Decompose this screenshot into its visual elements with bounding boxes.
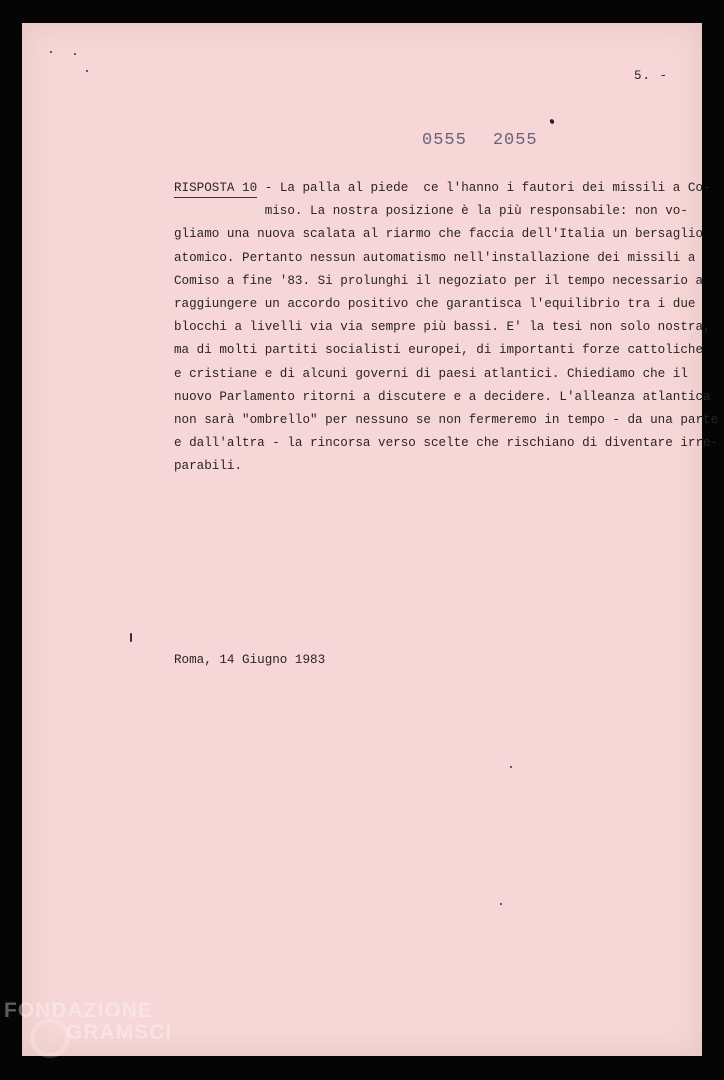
text-line: miso. La nostra posizione è la più responsabile: non vo- xyxy=(174,204,688,219)
watermark-line-2: GRAMSCI xyxy=(66,1021,173,1044)
paper-fleck xyxy=(74,53,76,55)
text-line: atomico. Pertanto nessun automatismo nell'installazione dei missili a xyxy=(174,250,696,265)
text-line: nuovo Parlamento ritorni a discutere e a decidere. L'alleanza atlantica xyxy=(174,389,711,404)
page-number: 5. - xyxy=(634,69,669,83)
ink-mark xyxy=(549,118,555,124)
text-line: Comiso a fine '83. Si prolunghi il negoziato per il tempo necessario a xyxy=(174,273,704,288)
text-line: e cristiane e di alcuni governi di paesi atlantici. Chiediamo che il xyxy=(174,366,688,381)
place-date: Roma, 14 Giugno 1983 xyxy=(174,653,326,667)
archive-stamp xyxy=(422,131,538,150)
paper-fleck xyxy=(500,903,502,905)
watermark-line-1: FONDAZIONE xyxy=(4,999,153,1022)
answer-label: RISPOSTA 10 xyxy=(174,180,257,198)
text-line: - La palla al piede ce l'hanno i fautori dei missili a Co- xyxy=(257,181,711,195)
logo-ring-icon xyxy=(30,1018,70,1058)
fondazione-gramsci-watermark xyxy=(4,1000,172,1044)
text-line: gliamo una nuova scalata al riarmo che faccia dell'Italia un bersaglio xyxy=(174,227,704,242)
text-line: blocchi a livelli via via sempre più bassi. E' la tesi non solo nostra, xyxy=(174,320,711,335)
paper-fleck xyxy=(130,633,132,642)
paper-fleck xyxy=(50,51,52,53)
stamp-number-1: 0555 xyxy=(422,131,467,150)
paper-fleck xyxy=(86,70,88,72)
document-page xyxy=(22,23,719,1056)
answer-text xyxy=(174,177,719,479)
text-line: non sarà "ombrello" per nessuno se non fermeremo in tempo - da una parte xyxy=(174,413,719,428)
text-line: e dall'altra - la rincorsa verso scelte che rischiano di diventare irre- xyxy=(174,436,719,451)
stamp-number-2: 2055 xyxy=(492,131,538,150)
text-line: parabili. xyxy=(174,459,243,474)
text-line: ma di molti partiti socialisti europei, di importanti forze cattoliche xyxy=(174,343,704,358)
paper-fleck xyxy=(510,766,512,768)
text-line: raggiungere un accordo positivo che garantisca l'equilibrio tra i due xyxy=(174,297,696,312)
